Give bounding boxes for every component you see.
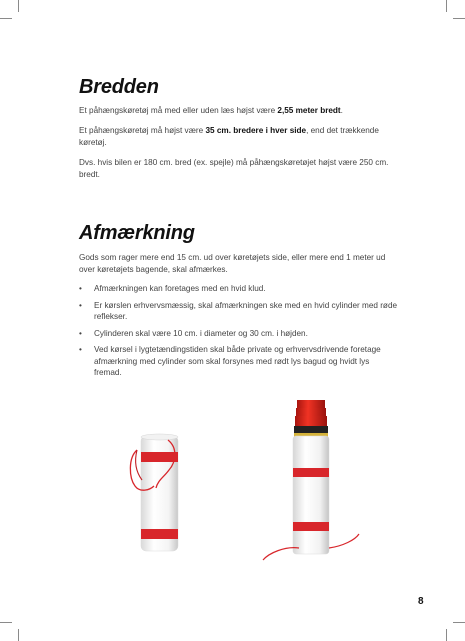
paragraph-example: Dvs. hvis bilen er 180 cm. bred (ex. spejle) må påhængskøretøjet højst være 250 cm. bredt. [79, 158, 389, 179]
list-item: • Er kørslen erhvervsmæssig, skal afmærkningen ske med en hvid cylinder med røde reflekser. [79, 300, 399, 323]
emphasis: 35 cm. bredere i hver side [205, 126, 307, 135]
crop-mark [18, 629, 19, 641]
crop-mark [446, 0, 447, 12]
section-heading-afmaerkning: Afmærkning [79, 222, 195, 244]
list-item: • Cylinderen skal være 10 cm. i diameter og 30 cm. i højden. [79, 328, 399, 340]
crop-mark [446, 629, 447, 641]
text: Et påhængskøretøj må højst være [79, 126, 206, 135]
list-item: • Afmærkningen kan foretages med en hvid klud. [79, 283, 399, 295]
crop-mark [453, 622, 465, 623]
page-number: 8 [418, 596, 424, 607]
paragraph-intro: Gods som rager mere end 15 cm. ud over køretøjets side, eller mere end 1 meter ud over køretøjets bagende, skal afmærkes. [79, 253, 386, 274]
list-item: • Ved kørsel i lygtetændingstiden skal både private og erhvervsdrivende foretage afmærkning med cylinder som skal forsynes med rødt lys bagud og hvidt lys fremad. [79, 344, 399, 379]
text: Et påhængskøretøj må med eller uden læs højst være [79, 106, 278, 115]
crop-mark [0, 622, 12, 623]
bullet-list [79, 283, 399, 384]
section-heading-bredden: Bredden [79, 76, 159, 98]
text: . [340, 106, 343, 115]
paragraph-max-width [79, 105, 389, 117]
crop-mark [0, 18, 12, 19]
text: , end det trækkende køretøj. [79, 126, 379, 147]
crop-mark [18, 0, 19, 12]
photo-cylinder-with-cord [120, 428, 195, 563]
paragraph-side-overhang [79, 125, 389, 148]
photo-cylinder-with-lamp [255, 398, 365, 563]
emphasis: 2,55 meter bredt [277, 106, 341, 115]
crop-mark [453, 18, 465, 19]
